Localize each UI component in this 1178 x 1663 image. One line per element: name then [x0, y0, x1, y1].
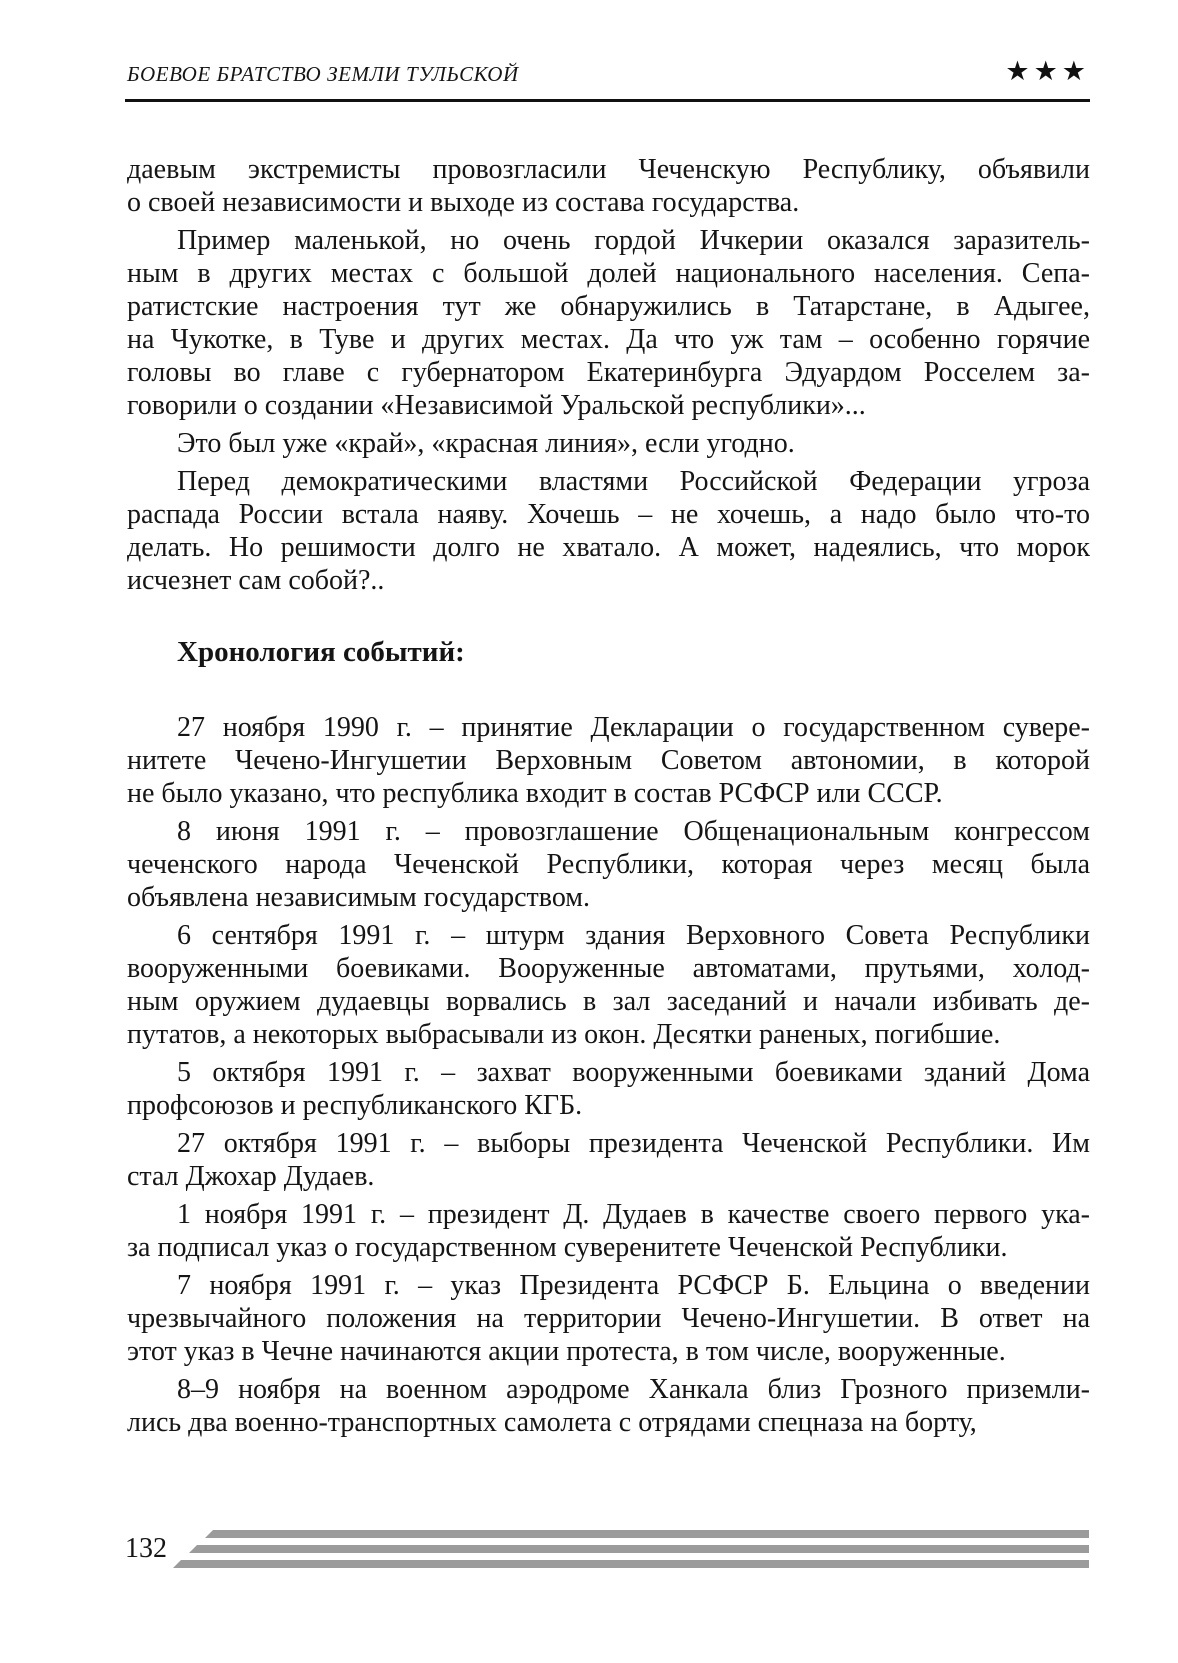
text-line: ным оружием дудаевцы ворвались в зал заседаний и начали избивать де- — [127, 986, 1090, 1017]
text-line: 6 сентября 1991 г. – штурм здания Верховного Совета Республики — [177, 920, 1090, 951]
text-line: 27 октября 1991 г. – выборы президента Чеченской Республики. Им — [177, 1128, 1090, 1159]
paragraph — [127, 919, 1090, 1051]
text-line: чрезвычайного положения на территории Чечено-Ингушетии. В ответ на — [127, 1303, 1090, 1334]
paragraph — [127, 465, 1090, 597]
paragraph — [127, 153, 1090, 219]
paragraph — [127, 224, 1090, 422]
three-stars-icon: ★★★ — [1005, 56, 1090, 86]
footer-stripe — [189, 1545, 1089, 1553]
text-line: нитете Чечено-Ингушетии Верховным Советом автономии, в которой — [127, 745, 1090, 776]
text-line: ным в других местах с большой долей национального населения. Сепа- — [127, 258, 1090, 289]
text-line: 8–9 ноября на военном аэродроме Ханкала близ Грозного приземли- — [177, 1374, 1090, 1405]
text-line: Это был уже «край», «красная линия», если угодно. — [177, 428, 795, 459]
text-line: ратистские настроения тут же обнаружились в Татарстане, в Адыгее, — [127, 291, 1090, 322]
paragraph — [127, 427, 1090, 460]
page-number: 132 — [125, 1533, 167, 1564]
paragraph-group-chronology — [127, 711, 1090, 1439]
paragraph-group-intro — [127, 153, 1090, 597]
paragraph — [127, 815, 1090, 914]
text-line: делать. Но решимости долго не хватало. А может, надеялись, что морок — [127, 532, 1090, 563]
text-line: лись два военно-транспортных самолета с отрядами спецназа на борту, — [127, 1407, 977, 1438]
text-line: говорили о создании «Независимой Уральской республики»... — [127, 390, 866, 421]
text-line: 5 октября 1991 г. – захват вооруженными боевиками зданий Дома — [177, 1057, 1090, 1088]
text-line: Пример маленькой, но очень гордой Ичкерии оказался заразитель- — [177, 225, 1090, 256]
text-line: за подписал указ о государственном суверенитете Чеченской Республики. — [127, 1232, 1008, 1263]
text-line: чеченского народа Чеченской Республики, которая через месяц была — [127, 849, 1090, 880]
text-line: распада России встала наяву. Хочешь – не хочешь, а надо было что-то — [127, 499, 1090, 530]
text-line: 27 ноября 1990 г. – принятие Декларации о государственном сувере- — [177, 712, 1090, 743]
paragraph — [127, 1127, 1090, 1193]
text-line: о своей независимости и выходе из состава государства. — [127, 187, 800, 218]
text-line: Перед демократическими властями Российской Федерации угроза — [177, 466, 1090, 497]
text-line: 8 июня 1991 г. – провозглашение Общенациональным конгрессом — [177, 816, 1090, 847]
section-heading: Хронология событий: — [177, 636, 465, 668]
text-line: этот указ в Чечне начинаются акции протеста, в том числе, вооруженные. — [127, 1336, 1006, 1367]
text-line: на Чукотке, в Туве и других местах. Да что уж там – особенно горячие — [127, 324, 1090, 355]
running-title: БОЕВОЕ БРАТСТВО ЗЕМЛИ ТУЛЬСКОЙ — [127, 62, 519, 86]
footer-stripe — [205, 1530, 1089, 1538]
paragraph — [127, 1056, 1090, 1122]
text-line: объявлена независимым государством. — [127, 882, 591, 913]
body-text-column — [127, 153, 1090, 1444]
footer-stripe — [173, 1560, 1089, 1568]
paragraph — [127, 711, 1090, 810]
paragraph — [127, 1269, 1090, 1368]
text-line: вооруженными боевиками. Вооруженные автоматами, прутьями, холод- — [127, 953, 1090, 984]
text-line: 7 ноября 1991 г. – указ Президента РСФСР Б. Ельцина о введении — [177, 1270, 1090, 1301]
text-line: 1 ноября 1991 г. – президент Д. Дудаев в качестве своего первого ука- — [177, 1199, 1090, 1230]
text-line: профсоюзов и республиканского КГБ. — [127, 1090, 583, 1121]
text-line: исчезнет сам собой?.. — [127, 565, 385, 596]
paragraph — [127, 1373, 1090, 1439]
paragraph — [127, 1198, 1090, 1264]
header-divider — [125, 99, 1090, 102]
text-line: стал Джохар Дудаев. — [127, 1161, 375, 1192]
text-line: не было указано, что республика входит в состав РСФСР или СССР. — [127, 778, 943, 809]
text-line: головы во главе с губернатором Екатеринбурга Эдуардом Росселем за- — [127, 357, 1090, 388]
text-line: даевым экстремисты провозгласили Чеченскую Республику, объявили — [127, 154, 1090, 185]
text-line: путатов, а некоторых выбрасывали из окон. Десятки раненых, погибшие. — [127, 1019, 1001, 1050]
